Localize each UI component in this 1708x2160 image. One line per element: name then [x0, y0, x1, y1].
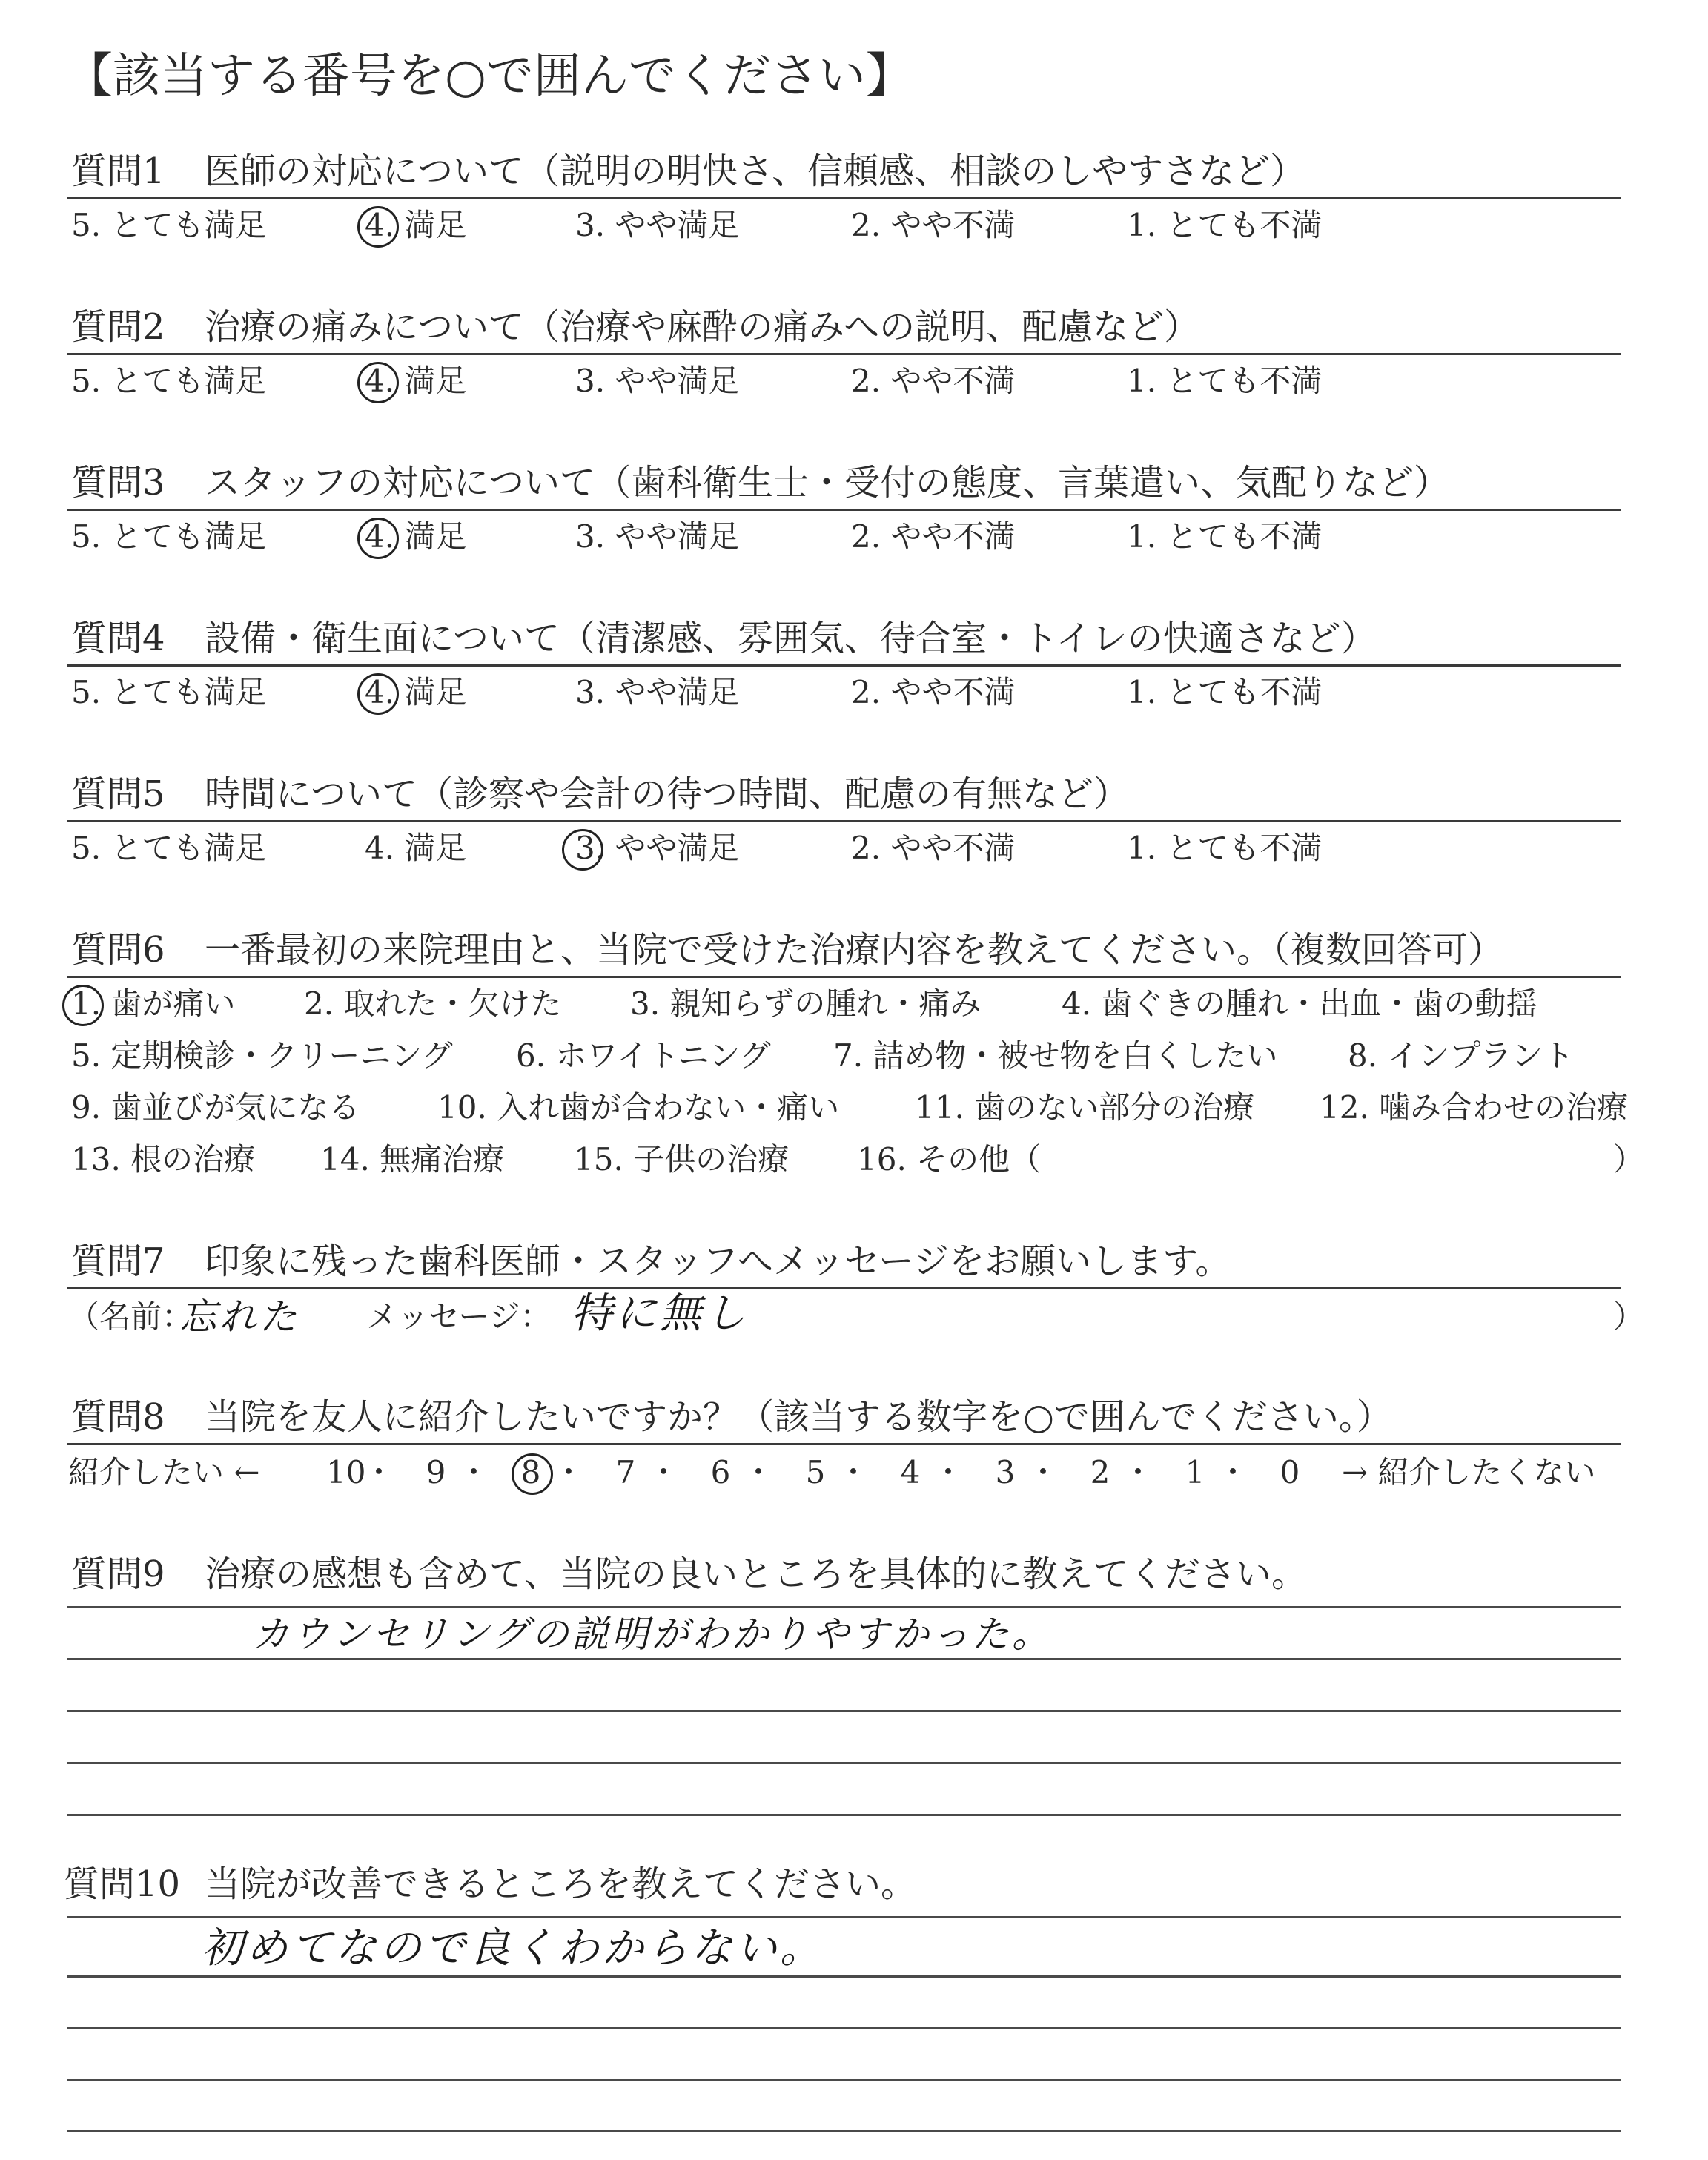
reason-option[interactable]: 10. 入れ歯が合わない・痛い	[437, 1089, 840, 1126]
option-4[interactable]: 4. 満足	[365, 674, 467, 710]
option-3[interactable]: 3. やや満足	[575, 207, 740, 243]
scale-value-9[interactable]: 9	[426, 1454, 446, 1490]
scale-value-1[interactable]: 1	[1185, 1454, 1205, 1490]
name-label: （名前：	[68, 1298, 193, 1335]
question-label: 質問1	[71, 151, 165, 192]
scale-value-8[interactable]: 8	[520, 1454, 541, 1490]
question-rule	[67, 664, 1621, 667]
writing-line	[67, 1710, 1621, 1712]
option-1[interactable]: 1. とても不満	[1127, 363, 1323, 399]
writing-line	[67, 1606, 1621, 1608]
scale-separator: ・	[553, 1454, 585, 1490]
option-2[interactable]: 2. やや不満	[851, 207, 1016, 243]
message-field[interactable]: 特に無し	[571, 1289, 749, 1338]
scale-value-3[interactable]: 3	[995, 1454, 1016, 1490]
question-text: 時間について（診察や会計の待つ時間、配慮の有無など）	[205, 773, 1130, 815]
scale-separator: ・	[458, 1454, 490, 1490]
question-label: 質問7	[71, 1241, 165, 1282]
option-2[interactable]: 2. やや不満	[851, 674, 1016, 710]
reason-option[interactable]: 16. その他（	[857, 1141, 1042, 1178]
selection-circle	[512, 1453, 553, 1495]
question-text: 治療の痛みについて（治療や麻酔の痛みへの説明、配慮など）	[205, 306, 1200, 348]
option-5[interactable]: 5. とても満足	[71, 207, 267, 243]
scale-separator: ・	[363, 1454, 395, 1490]
message-label: メッセージ：	[366, 1298, 552, 1335]
message-close-paren: ）	[1613, 1298, 1645, 1335]
scale-value-5[interactable]: 5	[805, 1454, 826, 1490]
writing-line	[67, 1658, 1621, 1660]
writing-line	[67, 2027, 1621, 2029]
option-3[interactable]: 3. やや満足	[575, 830, 740, 866]
writing-line	[67, 1762, 1621, 1764]
reason-option[interactable]: 5. 定期検診・クリーニング	[71, 1037, 453, 1074]
question-label: 質問4	[71, 618, 165, 659]
option-1[interactable]: 1. とても不満	[1127, 207, 1323, 243]
question-label: 質問2	[71, 306, 165, 348]
writing-line	[67, 1975, 1621, 1978]
selection-circle	[562, 829, 603, 871]
selection-circle	[357, 518, 399, 559]
scale-value-7[interactable]: 7	[615, 1454, 636, 1490]
question-label: 質問5	[71, 773, 165, 815]
option-4[interactable]: 4. 満足	[365, 363, 467, 399]
reason-option[interactable]: 4. 歯ぐきの腫れ・出血・歯の動揺	[1062, 985, 1537, 1022]
question-rule	[67, 197, 1621, 199]
scale-value-0[interactable]: 0	[1280, 1454, 1300, 1490]
selection-circle	[357, 673, 399, 715]
writing-line	[67, 2079, 1621, 2081]
reason-option[interactable]: 9. 歯並びが気になる	[71, 1089, 360, 1126]
answer-improvements[interactable]: 初めてなので良くわからない。	[202, 1924, 824, 1972]
selection-circle	[62, 985, 104, 1026]
scale-separator: ・	[1217, 1454, 1249, 1490]
reason-option[interactable]: 13. 根の治療	[71, 1141, 256, 1178]
question-text: スタッフの対応について（歯科衛生士・受付の態度、言葉遣い、気配りなど）	[205, 462, 1450, 503]
question-text: 当院を友人に紹介したいですか？（該当する数字を○で囲んでください。）	[205, 1396, 1392, 1438]
reason-option[interactable]: 2. 取れた・欠けた	[304, 985, 562, 1022]
name-field[interactable]: 忘れた	[179, 1295, 299, 1338]
option-3[interactable]: 3. やや満足	[575, 674, 740, 710]
question-text: 医師の対応について（説明の明快さ、信頼感、相談のしやすさなど）	[205, 151, 1306, 192]
scale-separator: ・	[743, 1454, 775, 1490]
reason-option[interactable]: 1. 歯が痛い	[71, 985, 236, 1022]
option-5[interactable]: 5. とても満足	[71, 674, 267, 710]
question-text: 当院が改善できるところを教えてください。	[205, 1863, 917, 1905]
reason-option[interactable]: 6. ホワイトニング	[516, 1037, 771, 1074]
scale-value-4[interactable]: 4	[900, 1454, 921, 1490]
question-label: 質問10	[64, 1863, 181, 1905]
option-4[interactable]: 4. 満足	[365, 830, 467, 866]
question-text: 治療の感想も含めて、当院の良いところを具体的に教えてください。	[205, 1553, 1308, 1595]
question-text: 印象に残った歯科医師・スタッフへメッセージをお願いします。	[205, 1241, 1231, 1282]
question-rule	[67, 820, 1621, 822]
reason-option[interactable]: 14. 無痛治療	[320, 1141, 505, 1178]
writing-line	[67, 1814, 1621, 1816]
question-label: 質問6	[71, 929, 165, 971]
scale-separator: ・	[1027, 1454, 1059, 1490]
reason-option[interactable]: 8. インプラント	[1348, 1037, 1575, 1074]
question-label: 質問9	[71, 1553, 165, 1595]
reason-option[interactable]: 7. 詰め物・被せ物を白くしたい	[833, 1037, 1278, 1074]
scale-separator: ・	[1122, 1454, 1154, 1490]
question-rule	[67, 1443, 1621, 1445]
question-rule	[67, 1287, 1621, 1289]
scale-left-label: 紹介したい ←	[68, 1454, 260, 1490]
option-4[interactable]: 4. 満足	[365, 207, 467, 243]
question-text: 設備・衛生面について（清潔感、雰囲気、待合室・トイレの快適さなど）	[205, 618, 1377, 659]
selection-circle	[357, 362, 399, 403]
question-label: 質問3	[71, 462, 165, 503]
option-5[interactable]: 5. とても満足	[71, 363, 267, 399]
answer-good-points[interactable]: カウンセリングの説明がわかりやすかった。	[252, 1613, 1052, 1656]
option-4[interactable]: 4. 満足	[365, 518, 467, 555]
option-1[interactable]: 1. とても不満	[1127, 830, 1323, 866]
option-5[interactable]: 5. とても満足	[71, 518, 267, 555]
question-rule	[67, 353, 1621, 355]
option-3[interactable]: 3. やや満足	[575, 518, 740, 555]
scale-value-6[interactable]: 6	[710, 1454, 731, 1490]
option-2[interactable]: 2. やや不満	[851, 830, 1016, 866]
option-2[interactable]: 2. やや不満	[851, 518, 1016, 555]
option-5[interactable]: 5. とても満足	[71, 830, 267, 866]
scale-separator: ・	[838, 1454, 870, 1490]
reason-option[interactable]: 12. 噛み合わせの治療	[1320, 1089, 1629, 1126]
scale-right-label: → 紹介したくない	[1342, 1454, 1596, 1490]
writing-line	[67, 1916, 1621, 1918]
writing-line	[67, 2130, 1621, 2132]
scale-separator: ・	[933, 1454, 964, 1490]
reason-option[interactable]: 11. 歯のない部分の治療	[915, 1089, 1255, 1126]
option-1[interactable]: 1. とても不満	[1127, 674, 1323, 710]
option-2[interactable]: 2. やや不満	[851, 363, 1016, 399]
selection-circle	[357, 206, 399, 248]
option-3[interactable]: 3. やや満足	[575, 363, 740, 399]
question-text: 一番最初の来院理由と、当院で受けた治療内容を教えてください。（複数回答可）	[205, 929, 1504, 971]
question-label: 質問8	[71, 1396, 165, 1438]
scale-separator: ・	[648, 1454, 680, 1490]
reason-option[interactable]: 3. 親知らずの腫れ・痛み	[630, 985, 982, 1022]
scale-value-2[interactable]: 2	[1090, 1454, 1110, 1490]
question-rule	[67, 509, 1621, 511]
option-1[interactable]: 1. とても不満	[1127, 518, 1323, 555]
reason-option[interactable]: 15. 子供の治療	[574, 1141, 790, 1178]
other-close-paren: ）	[1613, 1141, 1645, 1178]
question-rule	[67, 976, 1621, 978]
form-title: 【該当する番号を○で囲んでください】	[65, 49, 913, 104]
scale-value-10[interactable]: 10	[326, 1454, 366, 1490]
